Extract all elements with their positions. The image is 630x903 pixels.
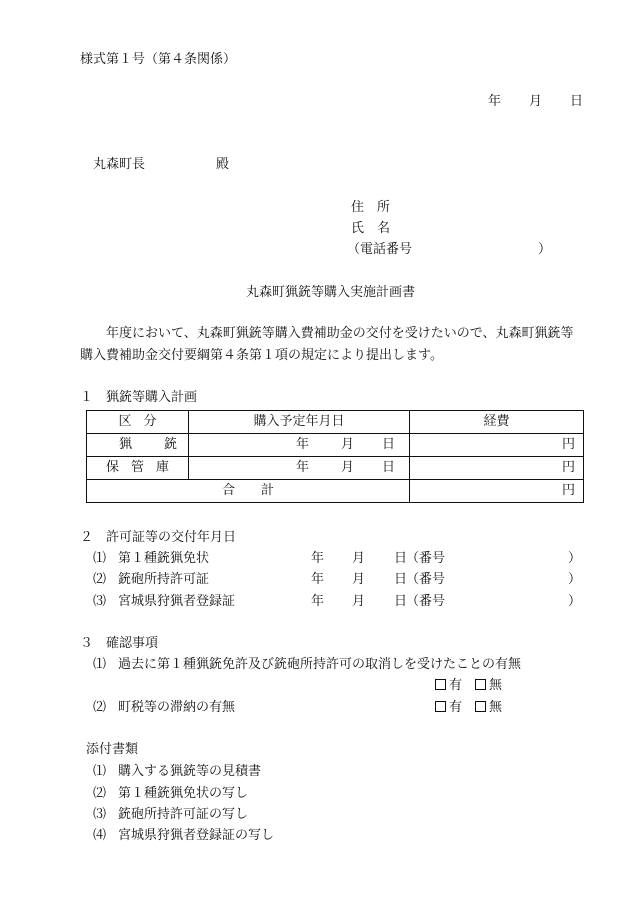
table-total-row [87,480,584,503]
addressee-name: 丸森町長 [93,157,146,172]
item-number-label: （番号 [406,572,446,587]
item-number: ⑴ [93,657,107,672]
total-yen: 円 [410,480,584,503]
table-header-row [87,411,584,434]
item-year: 年 [311,551,325,566]
checkbox-icon [475,701,486,712]
row-day: 日 [382,460,396,475]
checkbox-yes[interactable]: 有 [435,678,462,694]
row-year: 年 [296,460,310,475]
header-date: 購入予定年月日 [189,411,410,434]
item-label: 宮城県狩猟者登録証の写し [118,828,275,843]
row-month: 月 [341,437,355,452]
header-cost: 経費 [410,411,584,434]
checkbox-yes[interactable]: 有 [435,700,462,716]
item-label: 過去に第１種猟銃免許及び銃砲所持許可の取消しを受けたことの有無 [118,657,522,672]
checkbox-icon [475,679,486,690]
item-day: 日 [394,572,408,587]
addressee-honorific: 殿 [216,157,230,172]
row-month: 月 [341,460,355,475]
item-number: ⑶ [93,807,107,822]
purchase-plan-table [86,410,584,503]
item-label: 銃砲所持許可証の写し [118,807,249,822]
table-row [87,457,584,480]
item-number-close: ） [568,551,582,566]
address-label: 住 所 [351,200,391,215]
item-year: 年 [311,594,325,609]
row-yen: 円 [410,457,584,480]
row-date [189,457,410,480]
item-number: ⑴ [93,551,107,566]
total-label: 合計 [87,480,410,503]
section3-heading: ３ 確認事項 [80,636,159,651]
item-day: 日 [394,594,408,609]
item-number-label: （番号 [406,594,446,609]
item-number: ⑷ [93,828,107,843]
item-number: ⑵ [93,786,107,801]
row-date [189,434,410,457]
item-number-close: ） [568,594,582,609]
item-label: 第１種銃猟免状の写し [118,786,249,801]
row-yen: 円 [410,434,584,457]
item-label: 購入する猟銃等の見積書 [118,764,262,779]
header-category: 区分 [87,411,189,434]
phone-label: （電話番号 [347,242,413,257]
name-label: 氏 名 [351,221,391,236]
section2-heading: ２ 許可証等の交付年月日 [80,530,237,545]
document-title: 丸森町猟銃等購入実施計画書 [246,285,416,300]
phone-close: ） [538,242,552,257]
item-number-close: ） [568,572,582,587]
item-month: 月 [352,551,366,566]
item-number: ⑵ [93,572,107,587]
row-category: 保管庫 [87,457,189,480]
checkbox-no[interactable]: 無 [475,678,502,694]
intro-paragraph: 年度において、丸森町猟銃等購入費補助金の交付を受けたいので、丸森町猟銃等購入費補助金交付要綱第４条第１項の規定により提出します。 [80,326,574,363]
item-number-label: （番号 [406,551,446,566]
date-year-label: 年 [488,94,502,109]
item-label: 宮城県狩猟者登録証 [118,594,236,609]
item-number: ⑶ [93,594,107,609]
form-number: 様式第１号（第４条関係） [80,52,237,67]
attachments-heading: 添付書類 [86,742,139,757]
table-row [87,434,584,457]
date-month-label: 月 [529,94,543,109]
item-number: ⑵ [93,700,107,715]
checkbox-icon [435,679,446,690]
row-year: 年 [296,437,310,452]
checkbox-icon [435,701,446,712]
date-day-label: 日 [570,94,584,109]
section1-heading: １ 猟銃等購入計画 [80,390,198,405]
item-day: 日 [394,551,408,566]
item-year: 年 [311,572,325,587]
row-day: 日 [382,437,396,452]
checkbox-no[interactable]: 無 [475,700,502,716]
item-month: 月 [352,572,366,587]
item-label: 第１種銃猟免状 [118,551,210,566]
item-label: 銃砲所持許可証 [118,572,210,587]
item-number: ⑴ [93,764,107,779]
item-label: 町税等の滞納の有無 [118,700,236,715]
item-month: 月 [352,594,366,609]
row-category: 猟銃 [87,434,189,457]
